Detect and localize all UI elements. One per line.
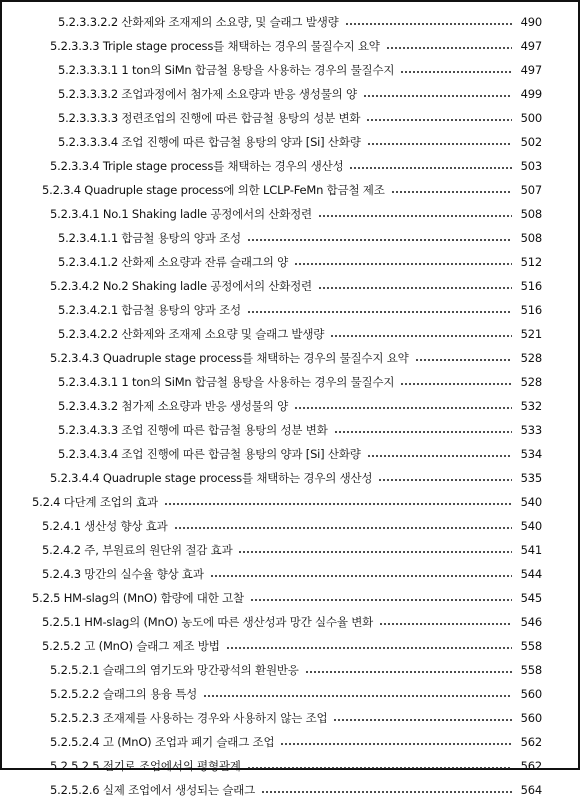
toc-entry-page-number: 558 [520, 639, 542, 653]
toc-entry-title: 5.2.3.4.3.1 1 ton의 SiMn 합금철 용탕을 사용하는 경우의 물질수지 [58, 375, 395, 389]
toc-entry-page-number: 516 [520, 279, 542, 293]
dot-leader [261, 791, 512, 793]
dot-leader [367, 455, 512, 457]
dot-leader [247, 767, 512, 769]
toc-entry-title: 5.2.3.4.3.2 첨가제 소요량과 반응 생성물의 양 [58, 399, 288, 413]
toc-entry-title: 5.2.3.4 Quadruple stage process에 의한 LCLP-FeMn 합금철 제조 [42, 183, 385, 197]
toc-entry-title: 5.2.3.3.4 Triple stage process를 채택하는 경우의 생산성 [50, 159, 344, 173]
toc-entry[interactable] [42, 564, 542, 584]
dot-leader [345, 23, 512, 25]
toc-entry[interactable] [58, 324, 542, 344]
toc-entry-page-number: 508 [520, 207, 542, 221]
toc-entry[interactable] [50, 468, 542, 488]
toc-entry-page-number: 534 [520, 447, 542, 461]
toc-entry[interactable] [50, 660, 542, 680]
toc-entry-title: 5.2.3.3.2.2 산화제와 조재제의 소요량, 및 슬래그 발생량 [58, 15, 339, 29]
dot-leader [280, 743, 512, 745]
toc-entry[interactable] [42, 516, 542, 536]
toc-entry-title: 5.2.5.1 HM-slag의 (MnO) 농도에 따른 생산성과 망간 실수율 변화 [42, 615, 374, 629]
toc-entry[interactable] [42, 540, 542, 560]
toc-entry[interactable] [32, 492, 542, 512]
toc-entry[interactable] [50, 156, 542, 176]
toc-entry-title: 5.2.3.4.1 No.1 Shaking ladle 공정에서의 산화정련 [50, 207, 312, 221]
toc-entry-page-number: 562 [520, 759, 542, 773]
dot-leader [164, 503, 512, 505]
dot-leader [333, 719, 512, 721]
dot-leader [363, 95, 512, 97]
toc-entry-page-number: 541 [520, 543, 542, 557]
dot-leader [247, 311, 512, 313]
toc-entry-title: 5.2.5.2.1 슬래그의 염기도와 망간광석의 환원반응 [50, 663, 299, 677]
dot-leader [391, 191, 512, 193]
toc-entry[interactable] [58, 372, 542, 392]
toc-entry[interactable] [32, 588, 542, 608]
toc-entry-page-number: 490 [520, 15, 542, 29]
toc-entry-title: 5.2.5.2.3 조재제를 사용하는 경우와 사용하지 않는 조업 [50, 711, 328, 725]
dot-leader [367, 143, 512, 145]
toc-entry-title: 5.2.4.2 주, 부원료의 원단위 절감 효과 [42, 543, 233, 557]
dot-leader [226, 647, 512, 649]
toc-entry-title: 5.2.3.4.3.3 조업 진행에 따른 합금철 용탕의 성분 변화 [58, 423, 328, 437]
toc-entry[interactable] [50, 348, 542, 368]
toc-entry[interactable] [58, 132, 542, 152]
toc-entry-page-number: 558 [520, 663, 542, 677]
toc-entry-page-number: 500 [520, 111, 542, 125]
dot-leader [250, 599, 512, 601]
toc-entry-page-number: 507 [520, 183, 542, 197]
dot-leader [294, 407, 512, 409]
toc-entry-page-number: 564 [520, 783, 542, 797]
toc-entry[interactable] [58, 300, 542, 320]
dot-leader [400, 383, 512, 385]
dot-leader [386, 47, 512, 49]
toc-entry-page-number: 533 [520, 423, 542, 437]
toc-entry-page-number: 521 [520, 327, 542, 341]
toc-entry[interactable] [50, 36, 542, 56]
toc-entry-title: 5.2.5.2.4 고 (MnO) 조업과 폐기 슬래그 조업 [50, 735, 275, 749]
toc-entry-title: 5.2.3.3.3 Triple stage process를 채택하는 경우의 물질수지 요약 [50, 39, 380, 53]
toc-entry[interactable] [50, 732, 542, 752]
dot-leader [349, 167, 512, 169]
toc-entry-page-number: 544 [520, 567, 542, 581]
toc-entry-page-number: 540 [520, 519, 542, 533]
toc-entry[interactable] [58, 396, 542, 416]
dot-leader [334, 431, 512, 433]
toc-entry-page-number: 508 [520, 231, 542, 245]
toc-entry-title: 5.2.5.2.2 슬래그의 용융 특성 [50, 687, 198, 701]
toc-entry-page-number: 535 [520, 471, 542, 485]
dot-leader [379, 623, 512, 625]
dot-leader [238, 551, 512, 553]
toc-entry-title: 5.2.3.4.2 No.2 Shaking ladle 공정에서의 산화정련 [50, 279, 312, 293]
toc-entry[interactable] [50, 756, 542, 776]
toc-entry[interactable] [50, 276, 542, 296]
dot-leader [210, 575, 512, 577]
toc-entry-title: 5.2.3.3.3.2 조업과정에서 첨가제 소요량과 반응 생성물의 양 [58, 87, 357, 101]
toc-entry-title: 5.2.4 다단계 조업의 효과 [32, 495, 158, 509]
dot-leader [294, 263, 512, 265]
toc-entry-page-number: 545 [520, 591, 542, 605]
toc-entry-page-number: 512 [520, 255, 542, 269]
toc-entry-title: 5.2.3.4.2.1 합금철 용탕의 양과 조성 [58, 303, 241, 317]
toc-entry-page-number: 502 [520, 135, 542, 149]
toc-entry-page-number: 497 [520, 63, 542, 77]
toc-entry-page-number: 516 [520, 303, 542, 317]
toc-entry-title: 5.2.3.3.3.3 정련조업의 진행에 따른 합금철 용탕의 성분 변화 [58, 111, 361, 125]
dot-leader [400, 71, 512, 73]
toc-entry[interactable] [58, 108, 542, 128]
toc-entry[interactable] [42, 636, 542, 656]
dot-leader [318, 287, 512, 289]
toc-entry-page-number: 560 [520, 687, 542, 701]
toc-entry-title: 5.2.3.4.1.2 산화제 소요량과 잔류 슬래그의 양 [58, 255, 288, 269]
toc-entry-title: 5.2.3.4.3.4 조업 진행에 따른 합금철 용탕의 양과 [Si] 산화량 [58, 447, 361, 461]
toc-entry-title: 5.2.3.4.2.2 산화제와 조재제 소요량 및 슬래그 발생량 [58, 327, 325, 341]
dot-leader [415, 359, 512, 361]
toc-entry-title: 5.2.3.3.3.1 1 ton의 SiMn 합금철 용탕을 사용하는 경우의 물질수지 [58, 63, 395, 77]
toc-entry-page-number: 499 [520, 87, 542, 101]
toc-entry-page-number: 532 [520, 399, 542, 413]
toc-entry[interactable] [42, 612, 542, 632]
toc-entry[interactable] [58, 60, 542, 80]
toc-entry-title: 5.2.3.4.3 Quadruple stage process를 채택하는 경우의 물질수지 요약 [50, 351, 409, 365]
toc-entry[interactable] [58, 84, 542, 104]
dot-leader [330, 335, 512, 337]
toc-entry[interactable] [42, 180, 542, 200]
toc-entry-page-number: 546 [520, 615, 542, 629]
toc-entry-title: 5.2.5.2.5 전기로 조업에서의 평형관계 [50, 759, 241, 773]
dot-leader [247, 239, 512, 241]
toc-entry[interactable] [58, 12, 542, 32]
toc-entry-title: 5.2.5.2.6 실제 조업에서 생성되는 슬래그 [50, 783, 256, 797]
toc-entry-page-number: 562 [520, 735, 542, 749]
toc-entry-title: 5.2.5.2 고 (MnO) 슬래그 제조 방법 [42, 639, 220, 653]
toc-entry-page-number: 528 [520, 351, 542, 365]
toc-entry-title: 5.2.5 HM-slag의 (MnO) 함량에 대한 고찰 [32, 591, 244, 605]
toc-entry-title: 5.2.3.4.1.1 합금철 용탕의 양과 조성 [58, 231, 241, 245]
dot-leader [318, 215, 512, 217]
dot-leader [305, 671, 512, 673]
toc-entry-title: 5.2.3.4.4 Quadruple stage process를 채택하는 경우의 생산성 [50, 471, 373, 485]
toc-entry[interactable] [50, 204, 542, 224]
toc-entry-title: 5.2.4.1 생산성 향상 효과 [42, 519, 168, 533]
toc-entry-page-number: 503 [520, 159, 542, 173]
toc-entry[interactable] [58, 228, 542, 248]
toc-entry-page-number: 497 [520, 39, 542, 53]
toc-entry-page-number: 540 [520, 495, 542, 509]
dot-leader [174, 527, 512, 529]
toc-entry[interactable] [58, 420, 542, 440]
toc-entry[interactable] [50, 708, 542, 728]
toc-entry[interactable] [50, 780, 542, 800]
toc-entry-title: 5.2.3.3.3.4 조업 진행에 따른 합금철 용탕의 양과 [Si] 산화량 [58, 135, 361, 149]
dot-leader [203, 695, 512, 697]
toc-entry-title: 5.2.4.3 망간의 실수율 향상 효과 [42, 567, 204, 581]
toc-entry[interactable] [58, 252, 542, 272]
toc-entry-page-number: 528 [520, 375, 542, 389]
dot-leader [378, 479, 512, 481]
toc-entry[interactable] [58, 444, 542, 464]
toc-entry[interactable] [50, 684, 542, 704]
dot-leader [366, 119, 512, 121]
toc-entry-page-number: 560 [520, 711, 542, 725]
